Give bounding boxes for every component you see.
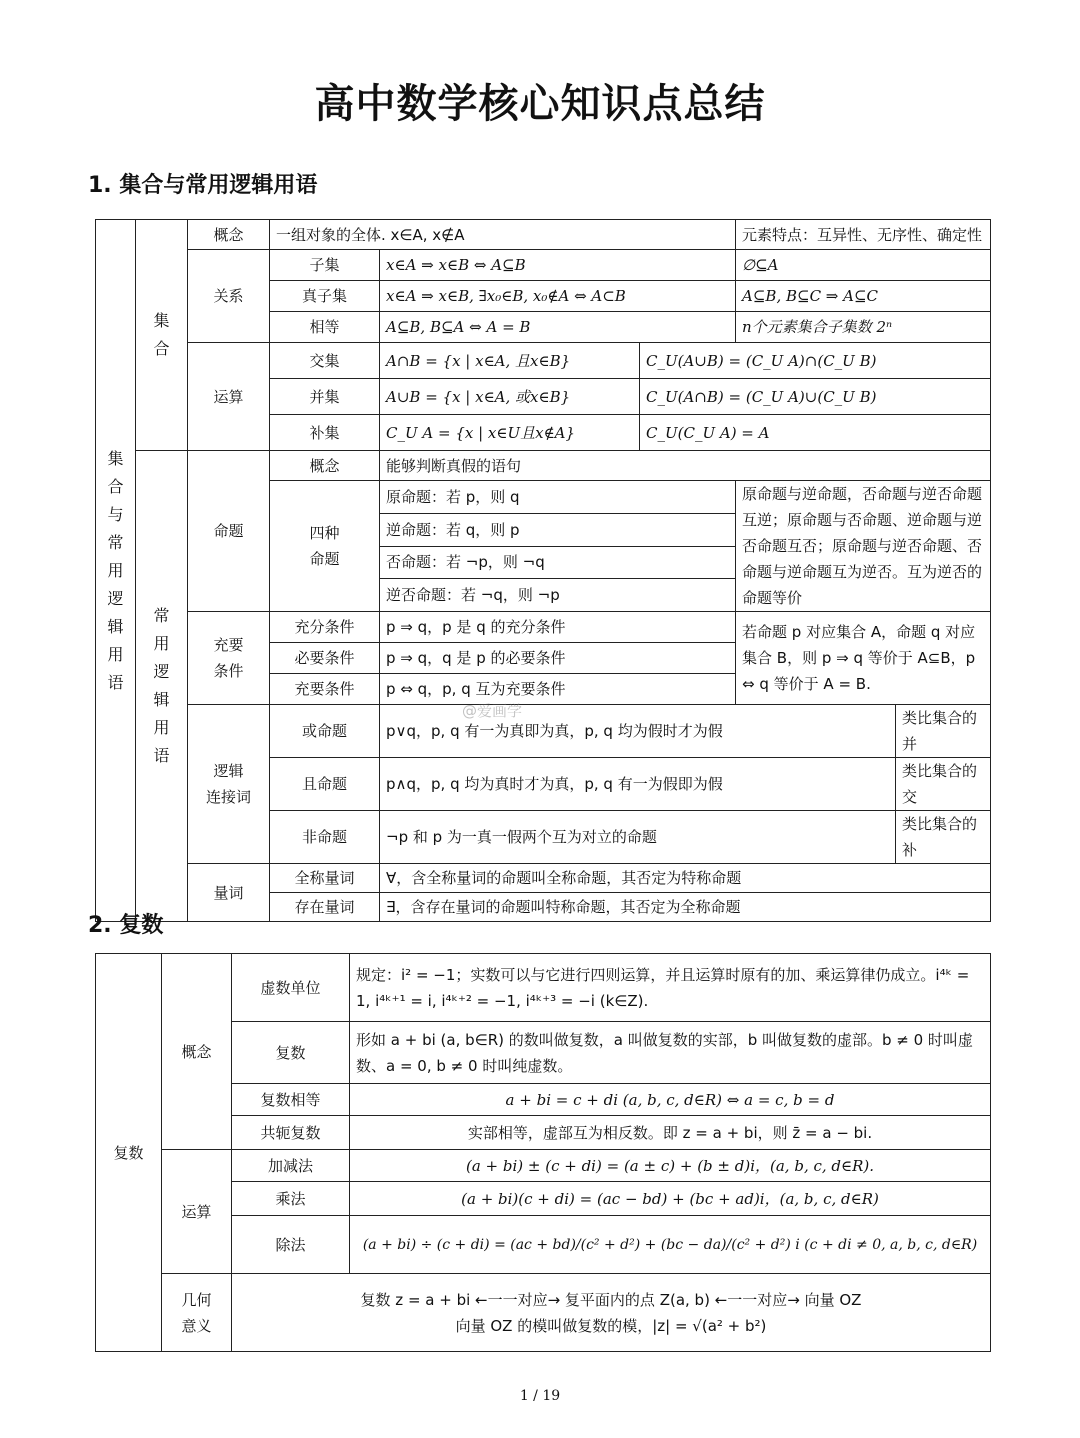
relation-note: A⊆B, B⊆C ⇒ A⊆C <box>736 281 991 312</box>
complex-op-name: 加减法 <box>232 1150 350 1182</box>
conn-note: 类比集合的补 <box>896 811 991 864</box>
cond-name: 充分条件 <box>270 612 380 643</box>
cond-name: 必要条件 <box>270 643 380 674</box>
complex-op-name: 除法 <box>232 1216 350 1274</box>
cond-label: 充要 条件 <box>188 612 270 705</box>
ops-name: 并集 <box>270 379 380 415</box>
page-number: 1 / 19 <box>519 1388 561 1404</box>
quant-name: 全称量词 <box>270 864 380 893</box>
set-concept-def: 一组对象的全体. x∈A, x∉A <box>270 220 736 250</box>
complex-row-text: 规定：i² = −1；实数可以与它进行四则运算，并且运算时原有的加、乘运算律仍成立。i⁴ᵏ = 1, i⁴ᵏ⁺¹ = i, i⁴ᵏ⁺² = −1, i⁴ᵏ⁺³ = −i (k∈Z). <box>350 954 991 1022</box>
section-2-heading: 2. 复数 <box>88 913 164 938</box>
set-concept-label: 概念 <box>188 220 270 250</box>
complex-row-text: 形如 a + bi (a, b∈R) 的数叫做复数，a 叫做复数的实部，b 叫做复数的虚部。b ≠ 0 时叫虚数、a = 0, b ≠ 0 时叫纯虚数。 <box>350 1022 991 1084</box>
complex-geo-text <box>232 1274 991 1352</box>
relation-formula: A⊆B, B⊆A ⇔ A = B <box>380 312 736 343</box>
ops-formula: A∩B = {x | x∈A, 且x∈B} <box>380 343 640 379</box>
complex-row-name: 复数 <box>232 1022 350 1084</box>
prop-label: 命题 <box>188 451 270 612</box>
geo-line-2: 向量 OZ 的模叫做复数的模，|z| = √(a² + b²) <box>455 1316 767 1335</box>
section-1-heading: 1. 集合与常用逻辑用语 <box>88 173 318 198</box>
ops-note: C_U(C_U A) = A <box>640 415 991 451</box>
conn-name: 或命题 <box>270 705 380 758</box>
conn-note: 类比集合的交 <box>896 758 991 811</box>
relation-label: 关系 <box>188 250 270 343</box>
cond-text: p ⇔ q，p, q 互为充要条件 <box>380 674 736 705</box>
complex-op-text: (a + bi)(c + di) = (ac − bd) + (bc + ad)i，(a, b, c, d∈R) <box>350 1182 991 1216</box>
ops-name: 补集 <box>270 415 380 451</box>
page-title: 高中数学核心知识点总结 <box>314 81 766 127</box>
four-prop-label: 四种 命题 <box>270 481 380 612</box>
ops-formula: A∪B = {x | x∈A, 或x∈B} <box>380 379 640 415</box>
set-label: 集 合 <box>136 220 188 451</box>
ops-label: 运算 <box>188 343 270 451</box>
complex-op-text: (a + bi) ± (c + di) = (a ± c) + (b ± d)i，(a, b, c, d∈R). <box>350 1150 991 1182</box>
relation-formula: x∈A ⇒ x∈B, ∃x₀∈B, x₀∉A ⇔ A⊂B <box>380 281 736 312</box>
complex-row-text: 实部相等，虚部互为相反数。即 z = a + bi，则 z̄ = a − bi. <box>350 1116 991 1150</box>
complex-row-name: 共轭复数 <box>232 1116 350 1150</box>
complex-row-name: 虚数单位 <box>232 954 350 1022</box>
conn-text: ¬p 和 p 为一真一假两个互为对立的命题 <box>380 811 896 864</box>
relation-formula: x∈A ⇒ x∈B ⇔ A⊆B <box>380 250 736 281</box>
ops-note: C_U(A∪B) = (C_U A)∩(C_U B) <box>640 343 991 379</box>
ops-note: C_U(A∩B) = (C_U A)∪(C_U B) <box>640 379 991 415</box>
conn-label: 逻辑 连接词 <box>188 705 270 864</box>
four-prop-note: 原命题与逆命题，否命题与逆否命题互逆；原命题与否命题、逆命题与逆否命题互否；原命题与逆否命题、否命题与逆命题互为逆否。互为逆否的命题等价 <box>736 481 991 612</box>
cond-name: 充要条件 <box>270 674 380 705</box>
complex-row-name: 复数相等 <box>232 1084 350 1116</box>
relation-note: n个元素集合子集数 2ⁿ <box>736 312 991 343</box>
ops-formula: C_U A = {x | x∈U且x∉A} <box>380 415 640 451</box>
conn-text: p∧q，p, q 均为真时才为真，p, q 有一为假即为假 <box>380 758 896 811</box>
complex-geo-label: 几何 意义 <box>162 1274 232 1352</box>
complex-table <box>95 953 991 1352</box>
complex-outer-label: 复数 <box>96 954 162 1352</box>
complex-op-name: 乘法 <box>232 1182 350 1216</box>
complex-concept-label: 概念 <box>162 954 232 1150</box>
four-prop-item: 逆否命题：若 ¬q，则 ¬p <box>380 579 736 612</box>
watermark: @爱画学 <box>462 702 523 720</box>
relation-name: 子集 <box>270 250 380 281</box>
conn-name: 非命题 <box>270 811 380 864</box>
set-logic-table <box>95 219 991 922</box>
relation-note: ∅⊆A <box>736 250 991 281</box>
quant-name: 存在量词 <box>270 893 380 922</box>
outer-label: 集 合 与 常 用 逻 辑 用 语 <box>96 220 136 922</box>
conn-text: p∨q，p, q 有一为真即为真，p, q 均为假时才为假 <box>380 705 896 758</box>
quant-text: ∀，含全称量词的命题叫全称命题，其否定为特称命题 <box>380 864 991 893</box>
relation-name: 相等 <box>270 312 380 343</box>
four-prop-item: 逆命题：若 q，则 p <box>380 513 736 546</box>
conn-name: 且命题 <box>270 758 380 811</box>
complex-op-text: (a + bi) ÷ (c + di) = (ac + bd)/(c² + d²) + (bc − da)/(c² + d²) i (c + di ≠ 0, a, b, c, d∈R) <box>350 1216 991 1274</box>
geo-line-1: 复数 z = a + bi ←一一对应→ 复平面内的点 Z(a, b) ←一一对应→ 向量 OZ <box>360 1290 862 1309</box>
cond-note: 若命题 p 对应集合 A，命题 q 对应集合 B，则 p ⇒ q 等价于 A⊆B，p ⇔ q 等价于 A = B. <box>736 612 991 705</box>
four-prop-item: 否命题：若 ¬p，则 ¬q <box>380 546 736 579</box>
cond-text: p ⇒ q，q 是 p 的必要条件 <box>380 643 736 674</box>
prop-concept-label: 概念 <box>270 451 380 481</box>
relation-name: 真子集 <box>270 281 380 312</box>
complex-row-text: a + bi = c + di (a, b, c, d∈R) ⇔ a = c, b = d <box>350 1084 991 1116</box>
quant-label: 量词 <box>188 864 270 922</box>
prop-concept: 能够判断真假的语句 <box>380 451 991 481</box>
logic-label: 常 用 逻 辑 用 语 <box>136 451 188 922</box>
cond-text: p ⇒ q，p 是 q 的充分条件 <box>380 612 736 643</box>
conn-note: 类比集合的并 <box>896 705 991 758</box>
quant-text: ∃，含存在量词的命题叫特称命题，其否定为全称命题 <box>380 893 991 922</box>
ops-name: 交集 <box>270 343 380 379</box>
set-concept-feature: 元素特点：互异性、无序性、确定性 <box>736 220 991 250</box>
four-prop-item: 原命题：若 p，则 q <box>380 481 736 514</box>
complex-ops-label: 运算 <box>162 1150 232 1274</box>
